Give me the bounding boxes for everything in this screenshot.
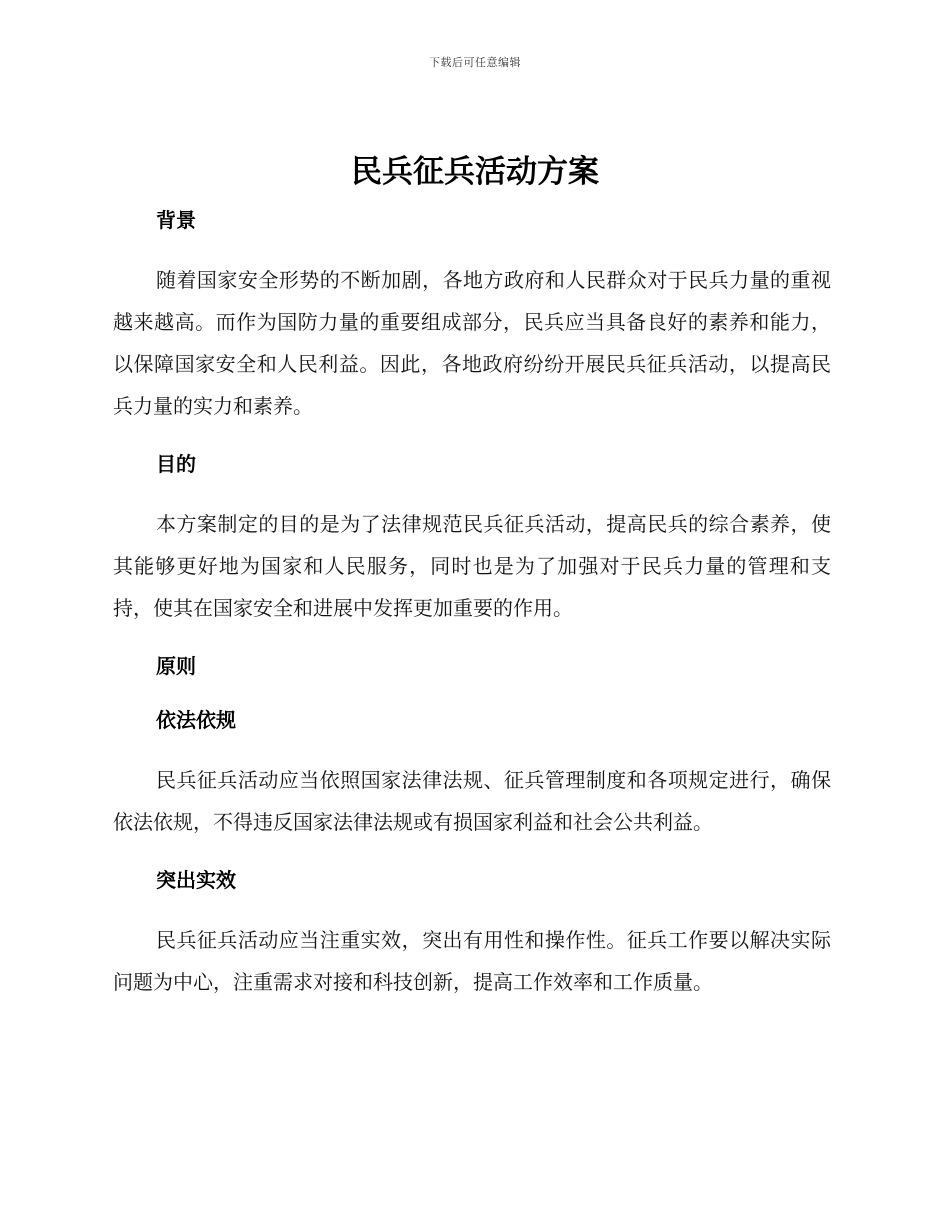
section-text-lawful: 民兵征兵活动应当依照国家法律法规、征兵管理制度和各项规定进行，确保依法依规，不得违反国家法律法规或有损国家利益和社会公共利益。 bbox=[113, 768, 831, 834]
section-text-effectiveness: 民兵征兵活动应当注重实效，突出有用性和操作性。征兵工作要以解决实际问题为中心，注重需求对接和科技创新，提高工作效率和工作质量。 bbox=[113, 928, 831, 994]
section-heading-purpose: 目的 bbox=[156, 452, 196, 476]
document-body bbox=[113, 203, 831, 1003]
document-title: 民兵征兵活动方案 bbox=[351, 154, 599, 190]
section-text-background: 随着国家安全形势的不断加剧，各地方政府和人民群众对于民兵力量的重视越来越高。而作为国防力量的重要组成部分，民兵应当具备良好的素养和能力，以保障国家安全和人民利益。因此，各地政府纷纷开展民兵征兵活动，以提高民兵力量的实力和素养。 bbox=[113, 268, 831, 418]
section-heading-lawful: 依法依规 bbox=[156, 708, 236, 732]
section-heading-background: 背景 bbox=[156, 208, 196, 232]
section-heading-effectiveness: 突出实效 bbox=[156, 868, 236, 892]
page-header-note: 下载后可任意编辑 bbox=[429, 56, 521, 69]
section-heading-principles: 原则 bbox=[156, 654, 196, 678]
section-text-purpose: 本方案制定的目的是为了法律规范民兵征兵活动，提高民兵的综合素养，使其能够更好地为国家和人民服务，同时也是为了加强对于民兵力量的管理和支持，使其在国家安全和进展中发挥更加重要的作用。 bbox=[113, 512, 831, 620]
